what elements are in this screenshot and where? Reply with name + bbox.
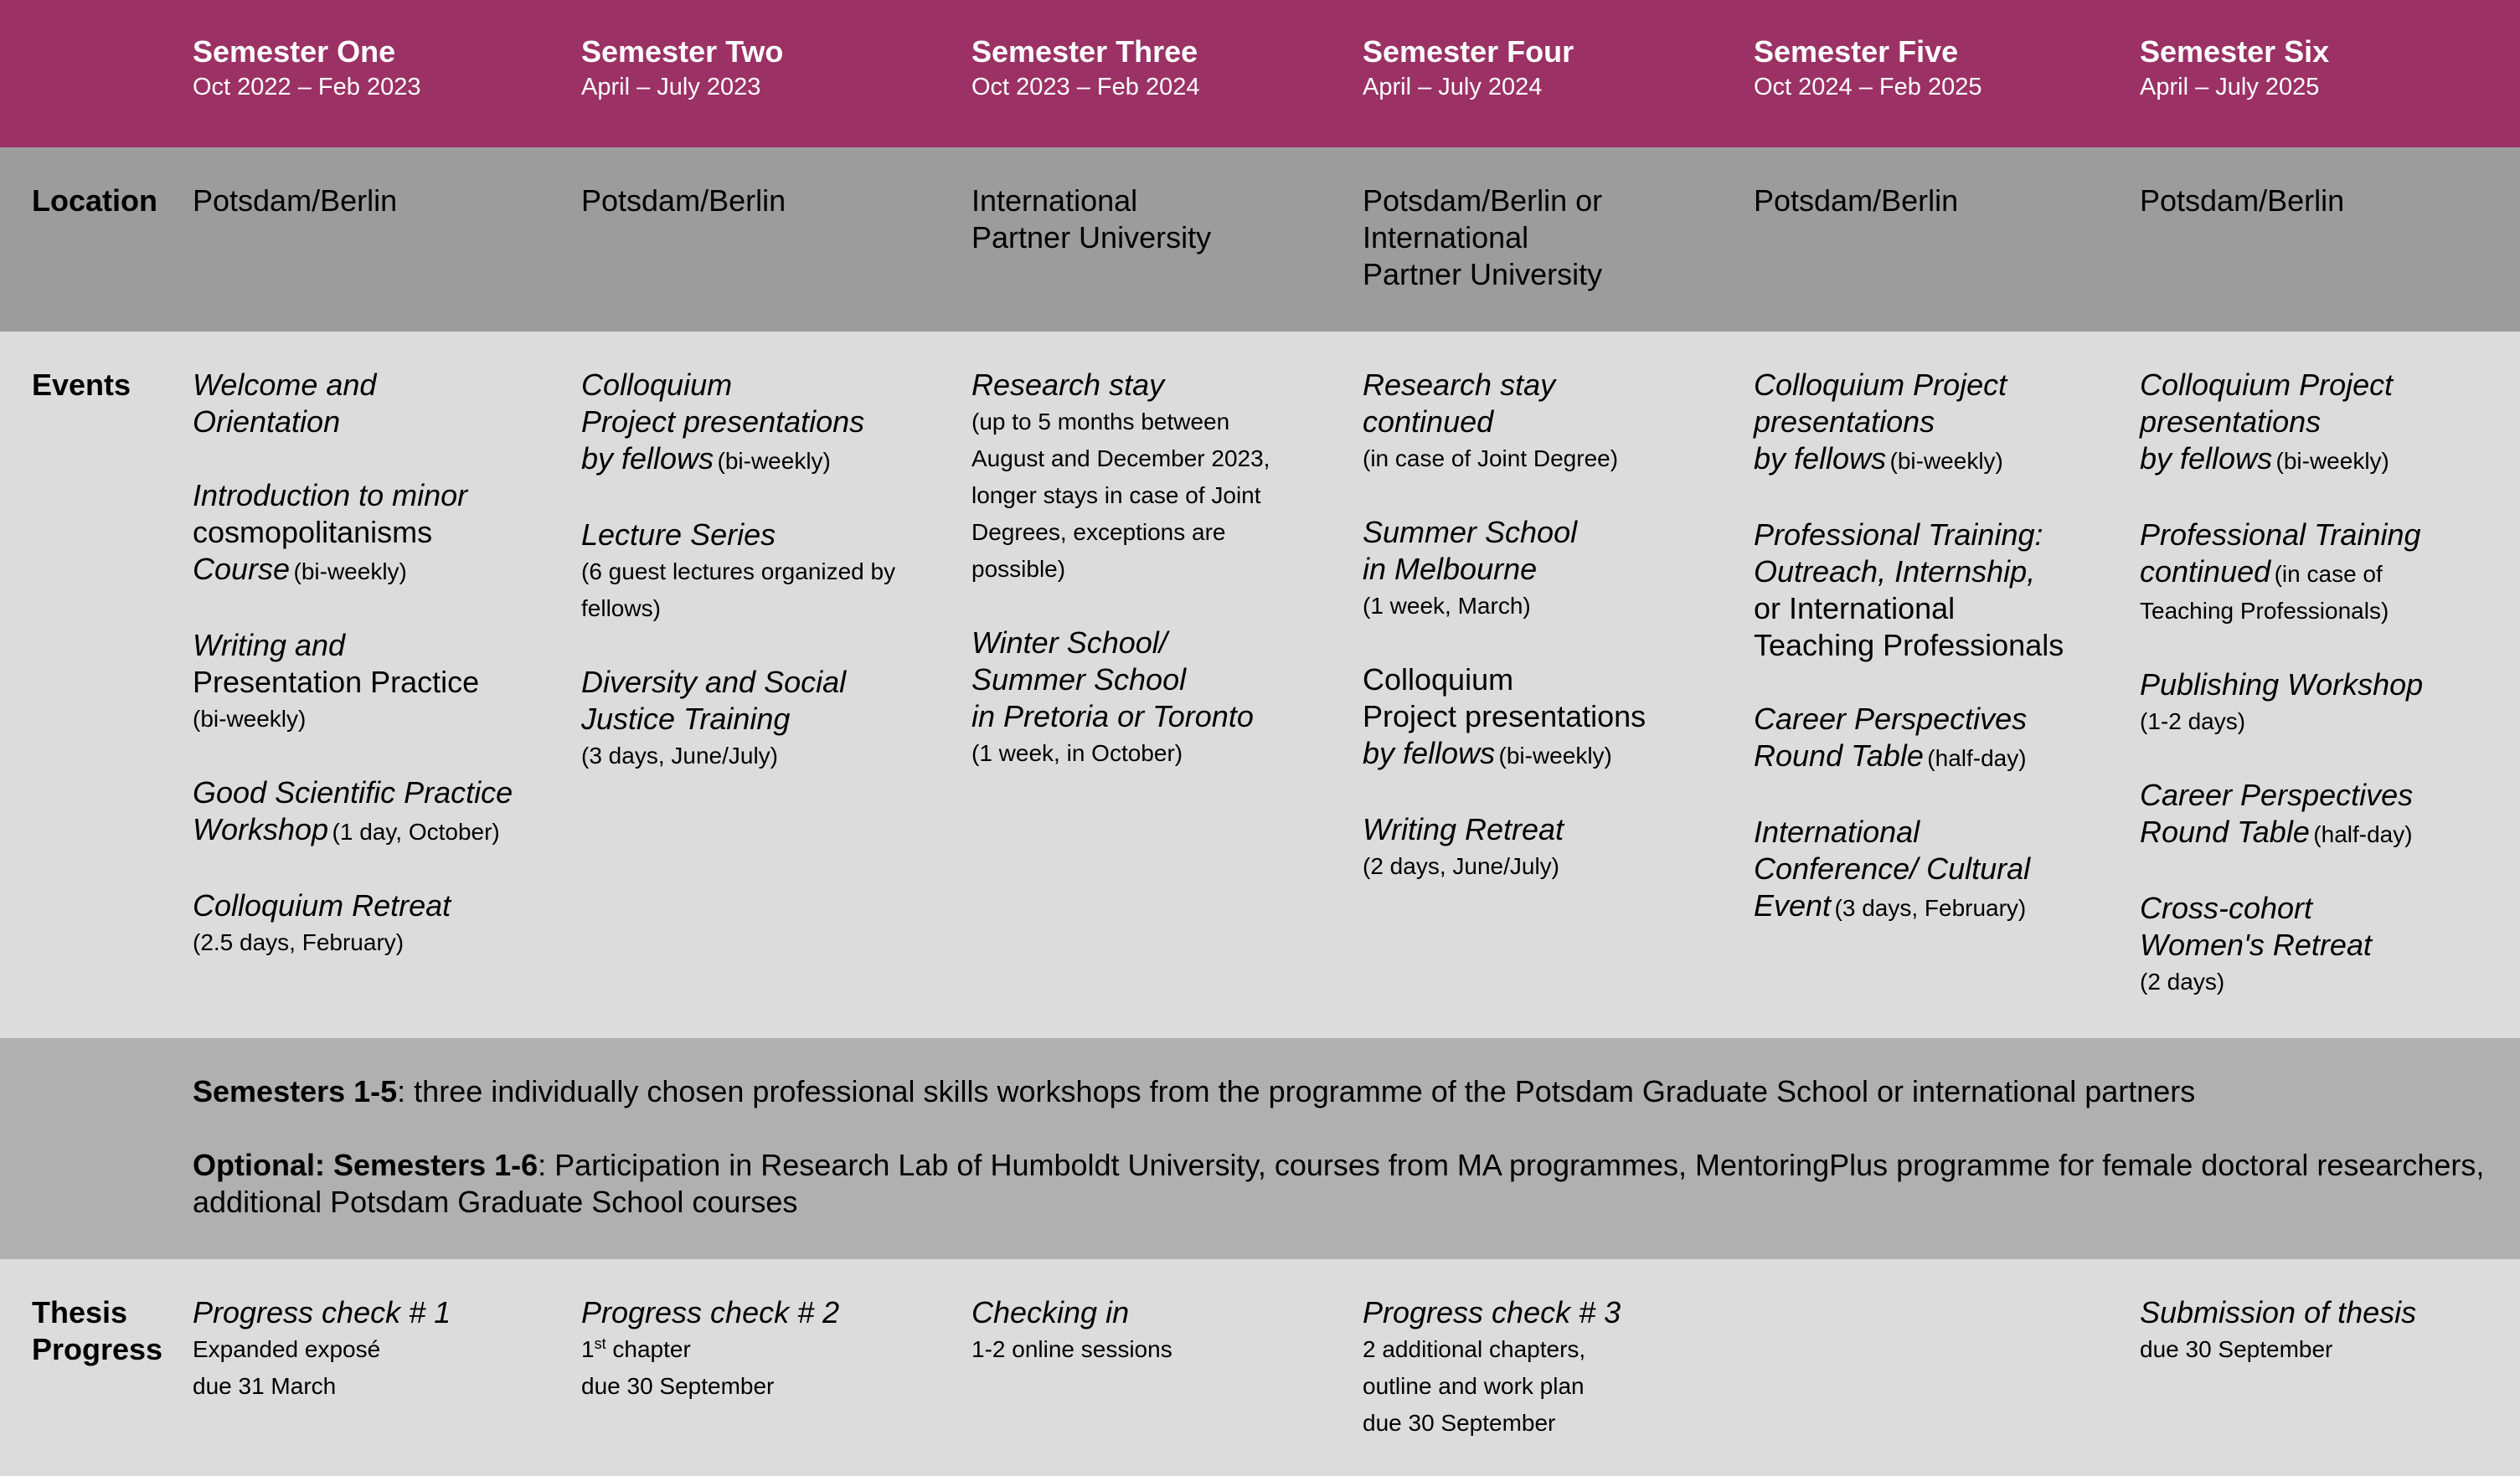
event-title: continued	[1363, 404, 1494, 439]
event-note: (bi-weekly)	[293, 558, 407, 584]
thesis-label-line: Thesis	[32, 1295, 128, 1329]
thesis-title: Progress check # 2	[581, 1295, 840, 1329]
event-title: presentations	[2140, 404, 2322, 439]
thesis-progress-row	[0, 1259, 2520, 1476]
event-note: (2.5 days, February)	[193, 929, 405, 955]
event-title: Summer School	[1363, 515, 1578, 549]
event-title: cosmopolitanisms	[193, 515, 433, 549]
location-cell	[581, 183, 786, 219]
thesis-progress-label	[32, 1294, 162, 1368]
event-title: Cross-cohort	[2140, 891, 2313, 925]
semester-6-header	[2140, 33, 2329, 104]
event-title: Teaching Professionals	[1754, 628, 2064, 662]
event-item	[581, 367, 950, 480]
optional-text: : Participation in Research Lab of Humboldt University, courses from MA programmes, MentoringPlus programme for female doctoral researchers,	[538, 1148, 2485, 1182]
thesis-note: due 30 September	[581, 1373, 775, 1399]
semester-dates: Oct 2024 – Feb 2025	[1754, 74, 1982, 100]
event-note: (bi-weekly)	[2275, 448, 2389, 474]
event-title: Winter School/	[971, 625, 1167, 660]
event-title: Good Scientific Practice	[193, 775, 513, 810]
semester-title: Semester Six	[2140, 34, 2330, 69]
event-note: (bi-weekly)	[193, 706, 307, 732]
semester-title: Semester Four	[1363, 34, 1574, 69]
skills-row	[0, 1038, 2520, 1259]
semester-header	[0, 0, 2520, 147]
event-item	[1363, 514, 1731, 625]
event-item	[2140, 367, 2508, 480]
thesis-note: 2 additional chapters,	[1363, 1336, 1586, 1362]
events-semester-6	[2140, 367, 2508, 1037]
event-title: Research stay	[971, 368, 1165, 402]
event-title: Project presentations	[581, 404, 865, 439]
event-title: Lecture Series	[581, 517, 776, 552]
location-line: International	[1363, 220, 1529, 255]
event-title: Colloquium	[1363, 662, 1514, 697]
events-label: Events	[32, 368, 131, 402]
event-item	[2140, 517, 2508, 630]
semester-1-header	[193, 33, 420, 104]
event-title: by fellows	[581, 441, 714, 476]
event-title: in Pretoria or Toronto	[971, 699, 1254, 733]
chapter-text: chapter	[606, 1336, 691, 1362]
skills-text: : three individually chosen professional skills workshops from the programme of the Potsdam Graduate School or international partners	[397, 1074, 2196, 1108]
event-title: or International	[1754, 591, 1956, 625]
event-note: (in case of	[2274, 561, 2383, 587]
thesis-title: Progress check # 1	[193, 1295, 451, 1329]
skills-heading: Semesters 1-5	[193, 1074, 398, 1108]
thesis-label-line: Progress	[32, 1332, 163, 1366]
event-title: Conference/ Cultural	[1754, 851, 2031, 886]
event-note: (1-2 days)	[2140, 708, 2246, 734]
event-note: fellows)	[581, 595, 661, 621]
event-item	[971, 625, 1340, 772]
location-line: Partner University	[971, 220, 1212, 255]
event-note: (1 day, October)	[332, 819, 500, 845]
event-item	[971, 367, 1340, 588]
event-item	[193, 774, 561, 851]
event-item	[2140, 777, 2508, 853]
event-note: (bi-weekly)	[1498, 743, 1612, 769]
event-title: Women's Retreat	[2140, 928, 2372, 962]
event-item	[193, 367, 561, 440]
location-line: Potsdam/Berlin	[1754, 183, 1959, 218]
event-item	[1363, 811, 1731, 885]
thesis-semester-6	[2140, 1294, 2416, 1368]
event-note: (half-day)	[1927, 745, 2027, 771]
event-item	[1754, 814, 2122, 927]
event-title: by fellows	[1754, 441, 1887, 476]
semester-dates: April – July 2025	[2140, 74, 2320, 100]
event-item	[581, 517, 950, 627]
event-item	[1754, 367, 2122, 480]
event-title: continued	[2140, 554, 2271, 589]
event-title: Introduction to minor	[193, 478, 468, 512]
event-title: Diversity and Social	[581, 665, 847, 699]
skills-paragraph-2	[193, 1147, 2512, 1221]
event-note: (in case of Joint Degree)	[1363, 445, 1619, 471]
event-title: presentations	[1754, 404, 1935, 439]
semester-dates: Oct 2022 – Feb 2023	[193, 74, 421, 100]
event-title: Writing and	[193, 628, 346, 662]
semester-title: Semester Two	[581, 34, 784, 69]
location-cell	[1754, 183, 1958, 219]
event-item	[1754, 517, 2122, 664]
thesis-note: due 30 September	[1363, 1410, 1556, 1436]
semester-dates: April – July 2023	[581, 74, 761, 100]
thesis-note	[581, 1331, 839, 1368]
events-semester-5	[1754, 367, 2122, 964]
location-line: Partner University	[1363, 257, 1603, 291]
event-title: Colloquium Retreat	[193, 888, 451, 923]
semester-4-header	[1363, 33, 1574, 104]
semester-title: Semester Five	[1754, 34, 1959, 69]
thesis-title: Checking in	[971, 1295, 1130, 1329]
event-note: August and December 2023,	[971, 445, 1270, 471]
thesis-title: Progress check # 3	[1363, 1295, 1621, 1329]
events-semester-4	[1363, 367, 1731, 922]
event-title: International	[1754, 815, 1920, 849]
skills-paragraph-1	[193, 1073, 2512, 1110]
event-title: by fellows	[2140, 441, 2273, 476]
thesis-note: 1-2 online sessions	[971, 1336, 1172, 1362]
location-line: International	[971, 183, 1138, 218]
location-line: Potsdam/Berlin	[2140, 183, 2345, 218]
event-title: Colloquium Project	[1754, 368, 2007, 402]
event-item	[581, 664, 950, 774]
event-note: (1 week, in October)	[971, 740, 1183, 766]
event-item	[193, 887, 561, 961]
ordinal-suffix: st	[594, 1335, 606, 1352]
event-note: (half-day)	[2313, 821, 2413, 847]
event-item	[1754, 701, 2122, 777]
thesis-semester-4	[1363, 1294, 1621, 1442]
event-note: (bi-weekly)	[1889, 448, 2003, 474]
event-title: Career Perspectives	[2140, 778, 2414, 812]
event-title: by fellows	[1363, 736, 1496, 770]
event-title: Professional Training	[2140, 517, 2421, 552]
thesis-semester-3	[971, 1294, 1172, 1368]
event-title: Round Table	[1754, 738, 1924, 773]
thesis-semester-2	[581, 1294, 839, 1405]
event-note: (bi-weekly)	[717, 448, 831, 474]
event-note: (3 days, June/July)	[581, 743, 778, 769]
event-note: (2 days)	[2140, 969, 2225, 995]
event-title: in Melbourne	[1363, 552, 1538, 586]
location-line: Potsdam/Berlin	[193, 183, 398, 218]
location-label: Location	[32, 183, 157, 218]
semester-dates: Oct 2023 – Feb 2024	[971, 74, 1200, 100]
event-note: Teaching Professionals)	[2140, 598, 2389, 624]
location-line: Potsdam/Berlin or	[1363, 183, 1603, 218]
optional-heading: Optional: Semesters 1-6	[193, 1148, 539, 1182]
event-title: Workshop	[193, 812, 329, 846]
event-title: Course	[193, 552, 291, 586]
location-row	[0, 147, 2520, 332]
event-note: (6 guest lectures organized by	[581, 558, 896, 584]
semester-title: Semester Three	[971, 34, 1198, 69]
event-title: Outreach, Internship,	[1754, 554, 2036, 589]
events-semester-2	[581, 367, 950, 811]
event-title: Writing Retreat	[1363, 812, 1564, 846]
chapter-number: 1	[581, 1336, 595, 1362]
event-title: Colloquium	[581, 368, 733, 402]
event-title: Publishing Workshop	[2140, 667, 2424, 702]
location-line: Potsdam/Berlin	[581, 183, 786, 218]
semester-title: Semester One	[193, 34, 396, 69]
event-item	[1363, 661, 1731, 774]
event-item	[193, 627, 561, 738]
optional-text-cont: additional Potsdam Graduate School courses	[193, 1185, 798, 1219]
events-semester-3	[971, 367, 1340, 809]
location-cell	[1363, 183, 1602, 293]
event-note: Degrees, exceptions are	[971, 519, 1226, 545]
thesis-note: Expanded exposé	[193, 1336, 381, 1362]
event-title: Round Table	[2140, 815, 2310, 849]
event-title: Summer School	[971, 662, 1187, 697]
location-cell	[971, 183, 1211, 256]
event-title: Colloquium Project	[2140, 368, 2394, 402]
thesis-note: due 30 September	[2140, 1336, 2333, 1362]
event-item	[2140, 890, 2508, 1000]
event-title: Orientation	[193, 404, 341, 439]
event-title: Project presentations	[1363, 699, 1647, 733]
event-title: Event	[1754, 888, 1832, 923]
event-title: Career Perspectives	[1754, 702, 2028, 736]
event-note: (3 days, February)	[1834, 895, 2027, 921]
event-item	[1363, 367, 1731, 477]
semester-3-header	[971, 33, 1199, 104]
thesis-note: due 31 March	[193, 1373, 337, 1399]
event-note: longer stays in case of Joint	[971, 482, 1261, 508]
semester-2-header	[581, 33, 783, 104]
event-title: Justice Training	[581, 702, 791, 736]
event-title: Research stay	[1363, 368, 1556, 402]
event-note: possible)	[971, 556, 1066, 582]
location-cell	[193, 183, 397, 219]
event-note: (1 week, March)	[1363, 593, 1531, 619]
event-note: (2 days, June/July)	[1363, 853, 1559, 879]
events-semester-1	[193, 367, 561, 998]
event-title: Presentation Practice	[193, 665, 480, 699]
event-title: Professional Training:	[1754, 517, 2043, 552]
semester-5-header	[1754, 33, 1981, 104]
semester-dates: April – July 2024	[1363, 74, 1543, 100]
location-cell	[2140, 183, 2344, 219]
event-item	[2140, 666, 2508, 740]
events-row	[0, 332, 2520, 1038]
event-title: Welcome and	[193, 368, 377, 402]
thesis-semester-1	[193, 1294, 451, 1405]
thesis-title: Submission of thesis	[2140, 1295, 2417, 1329]
event-note: (up to 5 months between	[971, 409, 1230, 435]
thesis-note: outline and work plan	[1363, 1373, 1585, 1399]
event-item	[193, 477, 561, 590]
